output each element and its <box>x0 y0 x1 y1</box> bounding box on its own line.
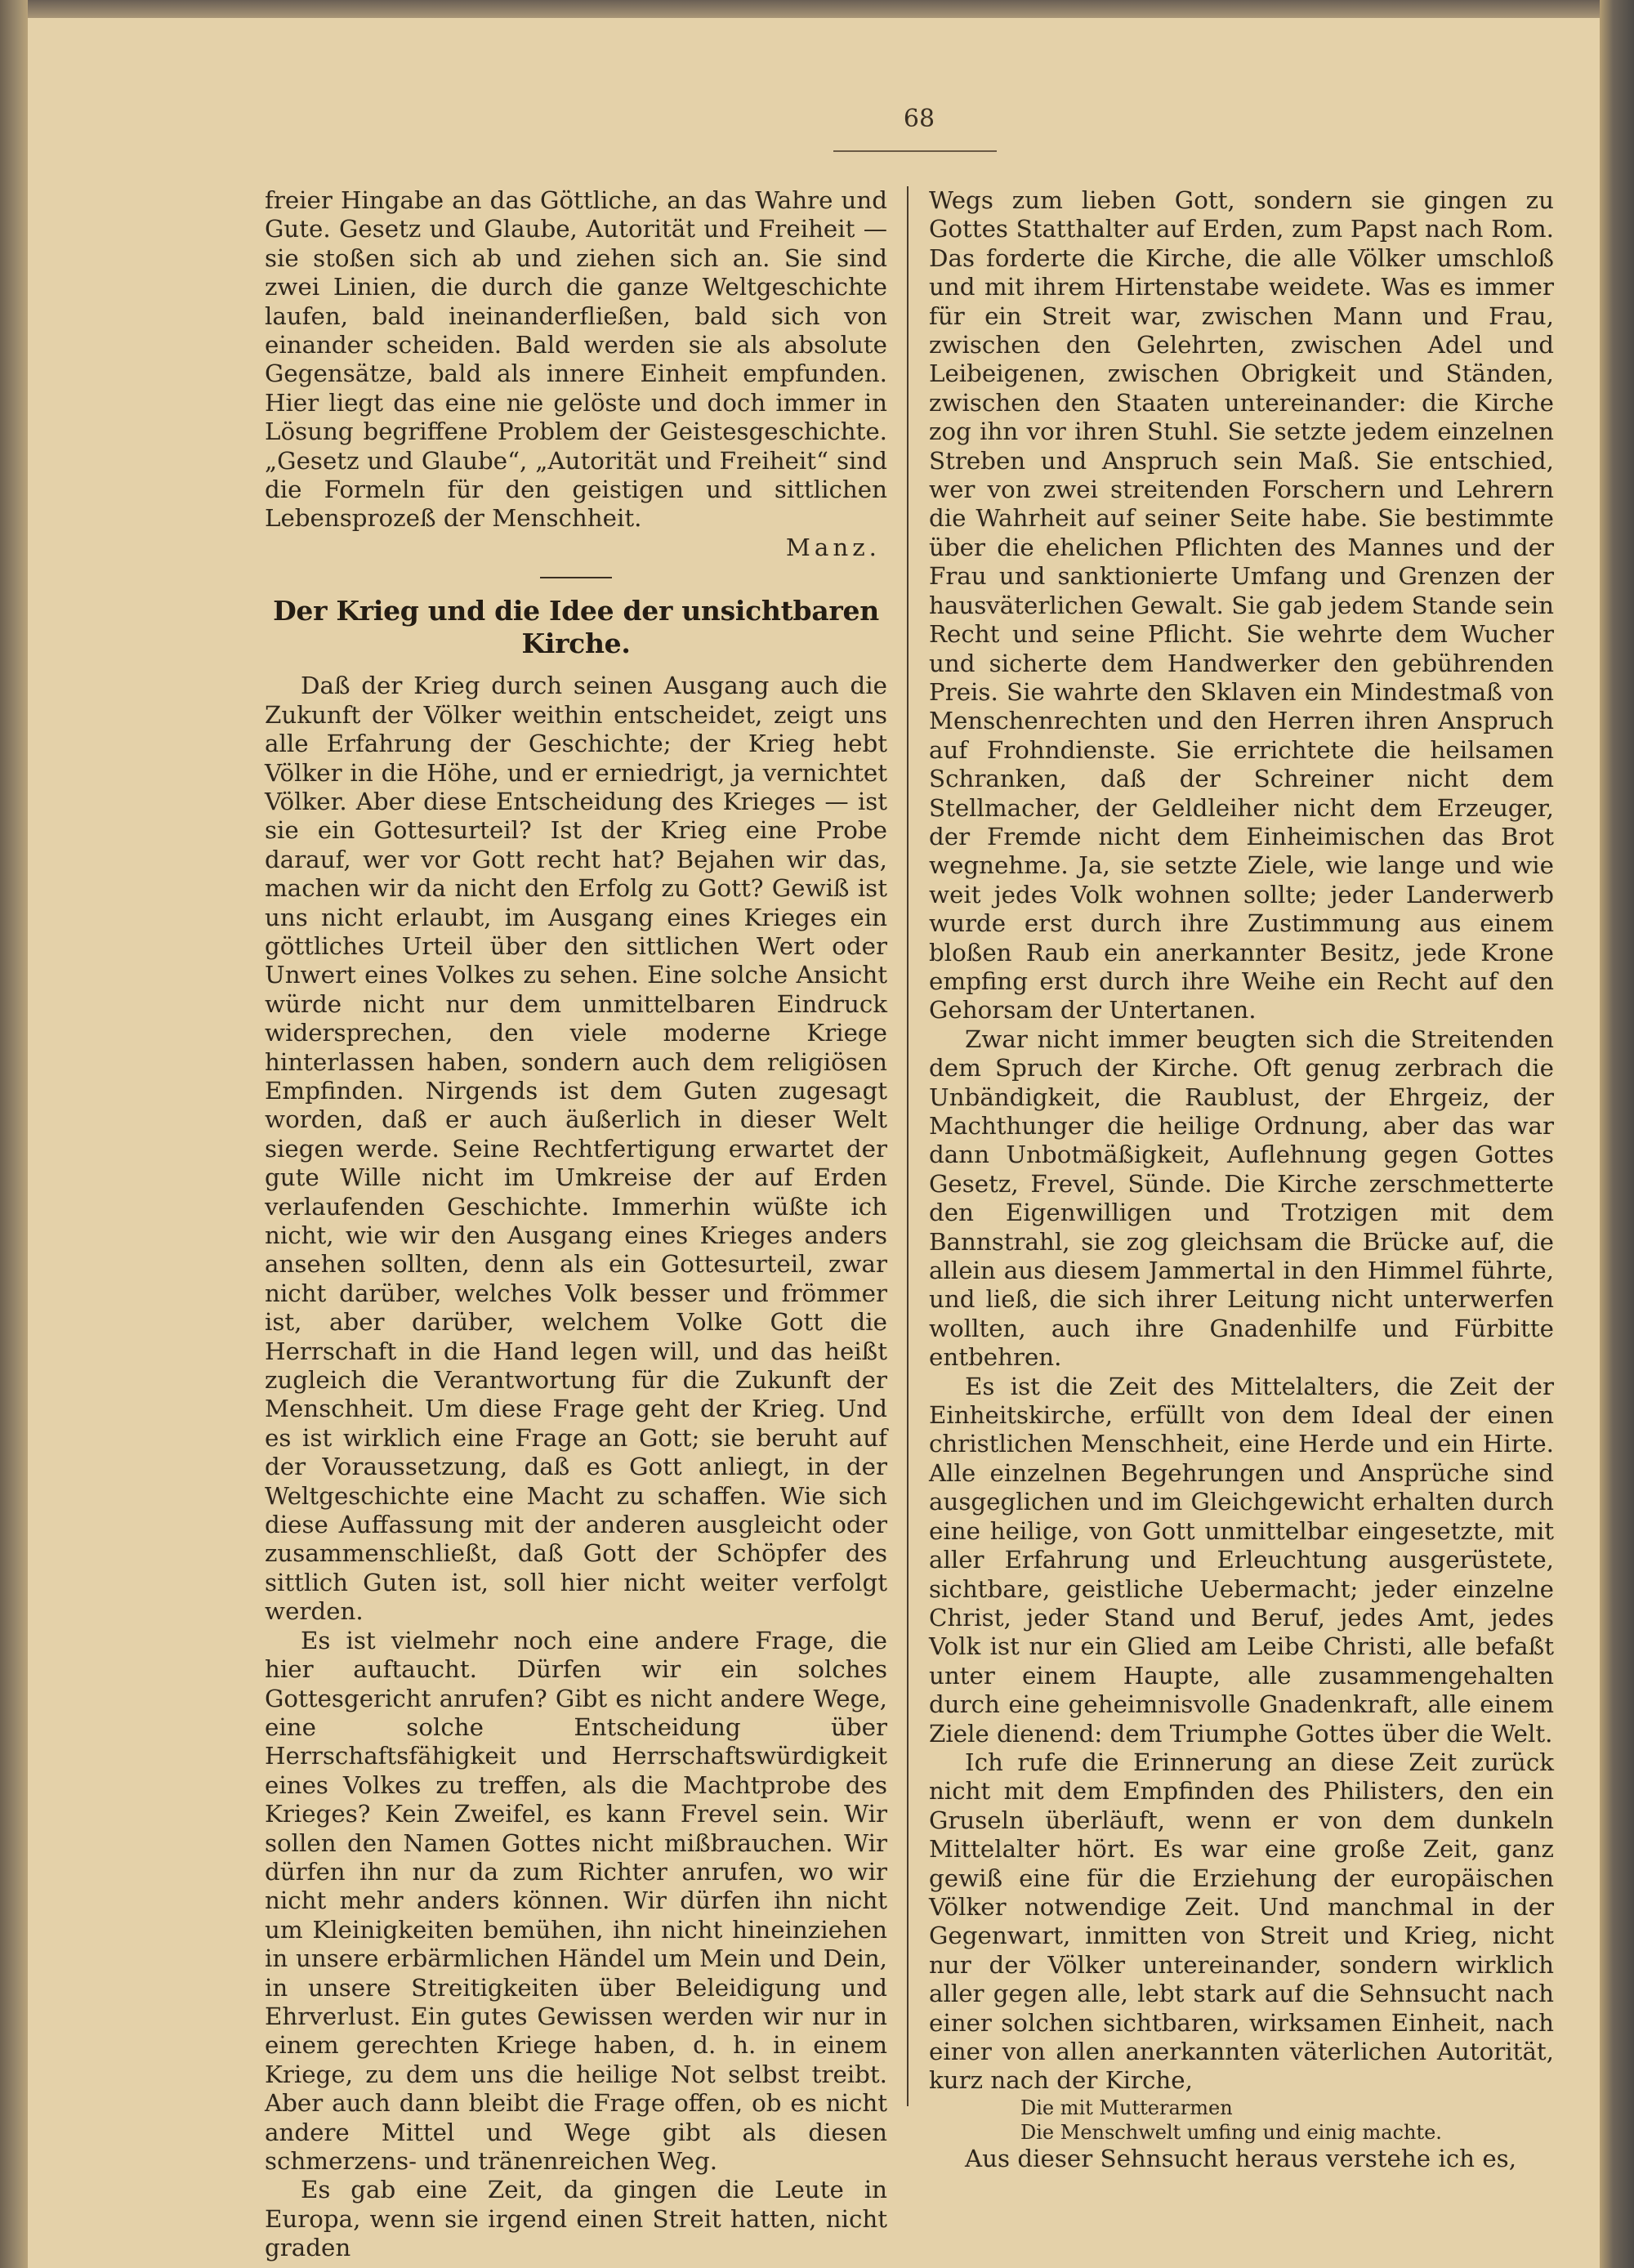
article-paragraph-2: Es ist vielmehr noch eine andere Frage, die hier auftaucht. Dürfen wir ein solches Gottesgericht anrufen? Gibt es nicht andere Wege, eine solche Entscheidung über Herrschaftsfähigkeit und Herrschaftswürdigkeit eines Volkes zu treffen, als die Machtprobe des Krieges? Kein Zweifel, es kann Frevel sein. Wir sollen den Namen Gottes nicht mißbrauchen. Wir dürfen ihn nur da zum Richter anrufen, wo wir nicht mehr anders können. Wir dürfen ihn nicht um Kleinigkeiten bemühen, ihn nicht hineinziehen in unsere erbärmlichen Händel um Mein und Dein, in unsere Streitigkeiten über Beleidigung und Ehrverlust. Ein gutes Gewissen werden wir nur in einem gerechten Kriege haben, d. h. in einem Kriege, zu dem uns die heilige Not selbst treibt. Aber auch dann bleibt die Frage offen, ob es nicht andere Mittel und Wege gibt als diesen schmerzens- und tränenreichen Weg. <box>265 1626 887 2175</box>
book-spine-edge <box>0 0 28 2268</box>
article-paragraph-3-continued: Wegs zum lieben Gott, sondern sie gingen zu Gottes Statthalter auf Erden, zum Papst nach Rom. Das forderte die Kirche, die alle Völker umschloß und mit ihrem Hirtenstabe weidete. Was es immer für ein Streit war, zwischen Mann und Frau, zwischen den Gelehrten, zwischen Adel und Leibeigenen, zwischen Obrigkeit und Ständen, zwischen den Staaten untereinander: die Kirche zog ihn vor ihren Stuhl. Sie setzte jedem einzelnen Streben und Anspruch sein Maß. Sie entschied, wer von zwei streitenden Forschern und Lehrern die Wahrheit auf seiner Seite habe. Sie bestimmte über die ehelichen Pflichten des Mannes und der Frau und sanktionierte Umfang und Grenzen der hausväterlichen Gewalt. Sie gab jedem Stande sein Recht und seine Pflicht. Sie wehrte dem Wucher und sicherte dem Handwerker den gebührenden Preis. Sie wahrte den Sklaven ein Mindestmaß von Menschenrechten und den Herren ihren Anspruch auf Frohndienste. Sie errichtete die heilsamen Schranken, daß der Schreiner nicht dem Stellmacher, der Geldleiher nicht dem Erzeuger, der Fremde nicht dem Einheimischen das Brot wegnehme. Ja, sie setzte Ziele, wie lange und wie weit jedes Volk wohnen sollte; jeder Landerwerb wurde erst durch ihre Zustimmung aus einem bloßen Raub ein anerkannter Besitz, jede Krone empfing erst durch ihre Weihe ein Recht auf den Gehorsam der Untertanen. <box>929 186 1554 1025</box>
article-paragraph-6: Ich rufe die Erinnerung an diese Zeit zurück nicht mit dem Empfinden des Philisters, den ein Gruseln überläuft, wenn er von dem dunkeln Mittelalter hört. Es war eine große Zeit, ganz gewiß eine für die Erziehung der europäischen Völker notwendige Zeit. Und manchmal in der Gegenwart, inmitten von Streit und Krieg, nicht nur der Völker untereinander, sondern wirklich aller gegen alle, lebt stark auf die Sehnsucht nach einer solchen sichtbaren, wirksamen Einheit, nach einer von allen anerkannten väterlichen Autorität, kurz nach der Kirche, <box>929 1748 1554 2095</box>
left-column <box>265 186 887 2263</box>
intro-paragraph: freier Hingabe an das Göttliche, an das Wahre und Gute. Gesetz und Glaube, Autorität und Freiheit — sie stoßen sich ab und ziehen sich an. Sie sind zwei Linien, die durch die ganze Weltgeschichte laufen, bald ineinanderfließen, bald sich von einander scheiden. Bald werden sie als absolute Gegensätze, bald als innere Einheit empfunden. Hier liegt das eine nie gelöste und doch immer in Lösung begriffene Problem der Geistesgeschichte. „Gesetz und Glaube“, „Autorität und Freiheit“ sind die Formeln für den geistigen und sittlichen Lebensprozeß der Menschheit. <box>265 186 887 533</box>
column-divider <box>907 186 909 2106</box>
right-column <box>929 186 1554 2173</box>
page-number: 68 <box>903 105 935 133</box>
article-paragraph-4: Zwar nicht immer beugten sich die Streitenden dem Spruch der Kirche. Oft genug zerbrach die Unbändigkeit, die Raublust, der Ehrgeiz, der Machthunger die heilige Ordnung, aber das war dann Unbotmäßigkeit, Auflehnung gegen Gottes Gesetz, Frevel, Sünde. Die Kirche zerschmetterte den Eigenwilligen und Trotzigen mit dem Bannstrahl, sie zog gleichsam die Brücke auf, die allein aus diesem Jammertal in den Himmel führte, und ließ, die sich ihrer Leitung nicht unterwerfen wollten, auch ihre Gnadenhilfe und Fürbitte entbehren. <box>929 1025 1554 1372</box>
page-top-shadow <box>28 0 1634 18</box>
article-paragraph-5: Es ist die Zeit des Mittelalters, die Zeit der Einheitskirche, erfüllt von dem Ideal der einen christlichen Menschheit, eine Herde und ein Hirte. Alle einzelnen Begehrungen und Ansprüche sind ausgeglichen und im Gleichgewicht erhalten durch eine heilige, von Gott unmittelbar eingesetzte, mit aller Erfahrung und Erleuchtung ausgerüstete, sichtbare, geistliche Uebermacht; jeder einzelne Christ, jeder Stand und Beruf, jedes Amt, jedes Volk ist nur ein Glied am Leibe Christi, alle befaßt unter einem Haupte, alle zusammengehalten durch eine geheimnisvolle Gnadenkraft, alle einem Ziele dienend: dem Triumphe Gottes über die Welt. <box>929 1372 1554 1748</box>
article-paragraph-7-start: Aus dieser Sehnsucht heraus verstehe ich es, <box>965 2144 1517 2172</box>
article-paragraph-1: Daß der Krieg durch seinen Ausgang auch die Zukunft der Völker weithin entscheidet, zeigt uns alle Erfahrung der Geschichte; der Krieg hebt Völker in die Höhe, und er erniedrigt, ja vernichtet Völker. Aber diese Entscheidung des Krieges — ist sie ein Gottesurteil? Ist der Krieg eine Probe darauf, wer vor Gott recht hat? Bejahen wir das, machen wir da nicht den Erfolg zu Gott? Gewiß ist uns nicht erlaubt, im Ausgang eines Krieges ein göttliches Urteil über den sittlichen Wert oder Unwert eines Volkes zu sehen. Eine solche Ansicht würde nicht nur dem unmittelbaren Eindruck widersprechen, den viele moderne Kriege hinterlassen haben, sondern auch dem religiösen Empfinden. Nirgends ist dem Guten zugesagt worden, daß er auch äußerlich in dieser Welt siegen werde. Seine Rechtfertigung erwartet der gute Wille nicht im Umkreise der auf Erden verlaufenden Geschichte. Immerhin wüßte ich nicht, wie wir den Ausgang eines Krieges anders ansehen sollten, denn als ein Gottesurteil, zwar nicht darüber, welches Volk besser und frömmer ist, aber darüber, welchem Volke Gott die Herrschaft in die Hand legen will, und das heißt zugleich die Verantwortung für die Zukunft der Menschheit. Um diese Frage geht der Krieg. Und es ist wirklich eine Frage an Gott; sie beruht auf der Voraussetzung, daß es Gott anliegt, in der Weltgeschichte eine Macht zu schaffen. Wie sich diese Auffassung mit der anderen ausgleicht oder zusammenschließt, daß Gott der Schöpfer des sittlich Guten ist, soll hier nicht weiter verfolgt werden. <box>265 672 887 1626</box>
quote-line-1: Die mit Mutterarmen <box>1020 2096 1233 2119</box>
article-title: Der Krieg und die Idee der unsichtbaren Kirche. <box>273 595 879 660</box>
quote-line-2: Die Menschwelt umfing und einig machte. <box>1020 2120 1442 2144</box>
page-number-rule <box>833 150 997 152</box>
author-signature: Manz. <box>785 533 881 561</box>
article-paragraph-3-start: Es gab eine Zeit, da gingen die Leute in Europa, wenn sie irgend einen Streit hatten, nicht graden <box>265 2176 887 2262</box>
book-right-edge <box>1600 0 1634 2268</box>
section-divider <box>540 577 612 578</box>
